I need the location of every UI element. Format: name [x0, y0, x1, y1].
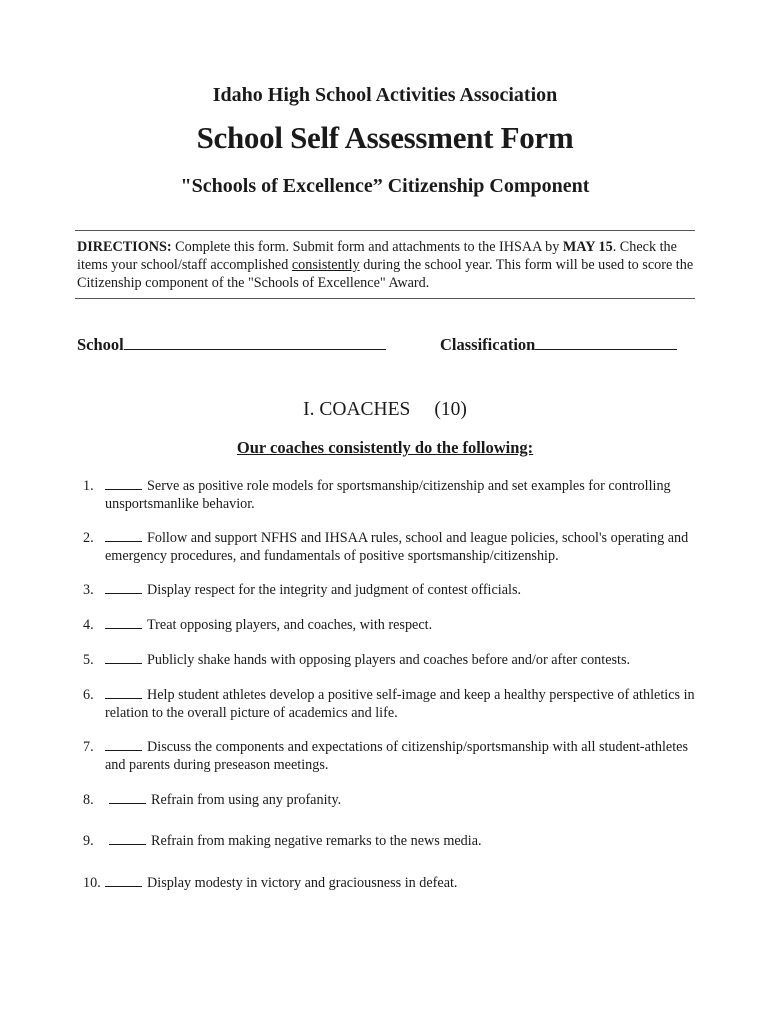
school-label: School [77, 335, 124, 354]
school-field[interactable] [77, 335, 386, 355]
directions-text-1: Complete this form. Submit form and attachments to the IHSAA by [175, 239, 560, 255]
classification-label: Classification [440, 335, 536, 354]
section-points: (10) [434, 399, 467, 420]
checklist-item [83, 738, 703, 774]
checklist-item [83, 651, 703, 669]
item-text: Refrain from using any profanity. [151, 792, 342, 808]
item-check-blank[interactable] [109, 791, 146, 804]
item-text: Display modesty in victory and graciousness in defeat. [147, 875, 458, 891]
item-number: 6. [83, 687, 94, 703]
item-number: 5. [83, 652, 94, 668]
classification-field[interactable] [440, 335, 677, 355]
divider-top [75, 230, 695, 231]
item-check-blank[interactable] [105, 581, 142, 594]
directions-text-2: . Check the items your school/staff accomplished [77, 239, 677, 273]
item-text: Display respect for the integrity and judgment of contest officials. [147, 582, 522, 598]
item-check-blank[interactable] [105, 738, 142, 751]
checklist-item [83, 791, 703, 809]
checklist-item [83, 477, 703, 513]
item-number: 10. [83, 875, 101, 891]
checklist-item [83, 832, 703, 850]
item-text: Serve as positive role models for sportsmanship/citizenship and set examples for controlling unsportsmanlike behavior. [105, 478, 671, 512]
directions-deadline: MAY 15 [562, 239, 613, 255]
item-text: Help student athletes develop a positive self-image and keep a healthy perspective of athletics in relation to the overall picture of academics and life. [105, 687, 695, 721]
item-check-blank[interactable] [105, 616, 142, 629]
item-number: 3. [83, 582, 94, 598]
item-check-blank[interactable] [105, 477, 142, 490]
item-text: Publicly shake hands with opposing players and coaches before and/or after contests. [147, 652, 631, 668]
checklist-item [83, 874, 703, 892]
item-check-blank[interactable] [105, 529, 142, 542]
item-text: Treat opposing players, and coaches, with respect. [147, 617, 433, 633]
form-subtitle: "Schools of Excellence” Citizenship Component [180, 175, 590, 197]
organization-name: Idaho High School Activities Association [212, 84, 558, 106]
item-check-blank[interactable] [105, 686, 142, 699]
form-title: School Self Assessment Form [196, 120, 574, 155]
checklist-item [83, 686, 703, 722]
item-check-blank[interactable] [105, 874, 142, 887]
section-title: I. COACHES [303, 399, 411, 420]
item-number: 1. [83, 478, 94, 494]
item-check-blank[interactable] [109, 832, 146, 845]
section-intro: Our coaches consistently do the following: [236, 438, 534, 457]
checklist-item [83, 616, 703, 634]
directions-text-3: during the school year. This form will be used to score the Citizenship component of the "Schools of Excellence" Award. [77, 257, 694, 291]
section-heading [0, 399, 770, 421]
item-text: Discuss the components and expectations of citizenship/sportsmanship with all student-athletes and parents during preseason meetings. [105, 739, 688, 773]
directions-emphasis: consistently [291, 257, 360, 273]
item-check-blank[interactable] [105, 651, 142, 664]
item-number: 9. [83, 833, 94, 849]
directions-label: DIRECTIONS: [77, 239, 172, 255]
divider-bottom [75, 298, 695, 299]
classification-blank-line[interactable] [535, 335, 677, 350]
item-number: 8. [83, 792, 94, 808]
item-number: 7. [83, 739, 94, 755]
item-number: 2. [83, 530, 94, 546]
item-number: 4. [83, 617, 94, 633]
directions-paragraph [77, 238, 699, 292]
item-text: Refrain from making negative remarks to the news media. [151, 833, 482, 849]
school-blank-line[interactable] [124, 335, 386, 350]
checklist-item [83, 529, 703, 565]
item-text: Follow and support NFHS and IHSAA rules, school and league policies, school's operating and emergency procedures, and fundamentals of positive sportsmanship/citizenship. [105, 530, 689, 564]
checklist-item [83, 581, 703, 599]
